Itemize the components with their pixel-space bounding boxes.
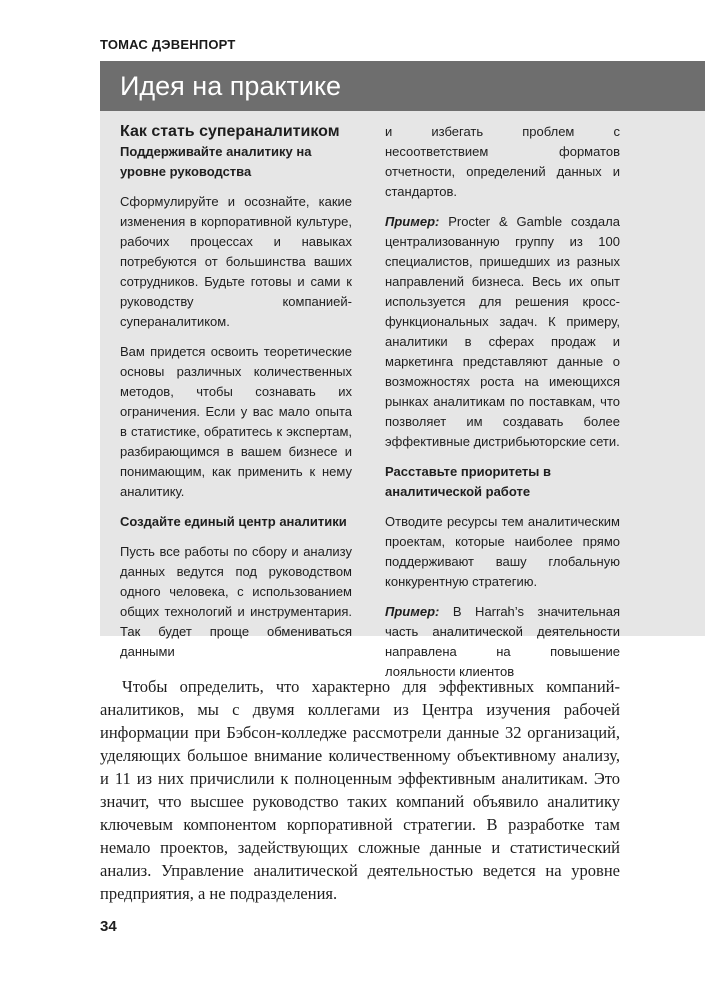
body-text xyxy=(100,675,620,905)
paragraph-pg-example xyxy=(385,212,620,452)
sidebar-right-column xyxy=(385,122,620,692)
example-label-2: Пример: xyxy=(385,604,440,619)
paragraph-resources: Отводите ресурсы тем аналитическим проектам, которые наиболее прямо поддерживают вашу глобальную конкурентную стратегию. xyxy=(385,514,620,589)
subheading-leadership: Поддерживайте аналитику на уровне руководства xyxy=(120,144,312,179)
sidebar-box xyxy=(100,61,705,679)
example-harrahs-text: В Harrah’s значительная часть аналитической деятельности направлена на повышение лояльности клиентов xyxy=(385,604,620,679)
running-head: ТОМАС ДЭВЕНПОРТ xyxy=(100,37,236,52)
paragraph-formats: и избегать проблем с несоответствием форматов отчетности, определений данных и стандартов. xyxy=(385,124,620,199)
example-pg-text: Procter & Gamble создала централизованную группу из 100 специалистов, пришедших из разных направлений бизнеса. Весь их опыт используется для решения кросс-функциональных задач. К примеру, аналитики в сферах продаж и маркетинга представляют данные о возможностях роста на имеющихся рынках аналитикам по поставкам, что позволяет им создавать более эффективные дистрибьюторские сети. xyxy=(385,214,620,449)
sidebar-heading: Как стать супераналитиком xyxy=(120,123,340,140)
sidebar-title: Идея на практике xyxy=(100,61,705,111)
example-label: Пример: xyxy=(385,214,440,229)
subheading-center: Создайте единый центр аналитики xyxy=(120,514,347,529)
sidebar-left-column xyxy=(120,122,352,672)
paragraph-methods: Вам придется освоить теоретические основы различных количественных методов, чтобы сознавать их ограничения. Если у вас мало опыта в статистике, обратитесь к экспертам, разбирающимся в вашем бизнесе и понимающим, как применить к нему аналитику. xyxy=(120,344,352,499)
paragraph-harrahs-example xyxy=(385,602,620,682)
paragraph-culture: Сформулируйте и осознайте, какие изменения в корпоративной культуре, рабочих процессах и навыках потребуются от большинства ваших сотрудников. Будьте готовы и сами к руководству компанией-супераналитиком. xyxy=(120,194,352,329)
subheading-priorities: Расставьте приоритеты в аналитической работе xyxy=(385,464,551,499)
paragraph-center: Пусть все работы по сбору и анализу данных ведутся под руководством одного человека, с использованием общих технологий и инструментария. Так будет проще обмениваться данными xyxy=(120,544,352,659)
body-paragraph: Чтобы определить, что характерно для эффективных компаний-аналитиков, мы с двумя коллегами из Центра изучения рабочей информации при Бэбсон-колледже рассмотрели данные 32 организаций, уделяющих большое внимание количественному объективному анализу, и 11 из них причислили к полноценным эффективным аналитикам. Это значит, что высшее руководство таких компаний объявило аналитику ключевым компонентом корпоративной стратегии. В разработке там немало проектов, задействующих сложные данные и статистический анализ. Управление аналитической деятельностью ведется на уровне предприятия, а не подразделения. xyxy=(100,677,620,903)
page-number: 34 xyxy=(100,918,117,935)
